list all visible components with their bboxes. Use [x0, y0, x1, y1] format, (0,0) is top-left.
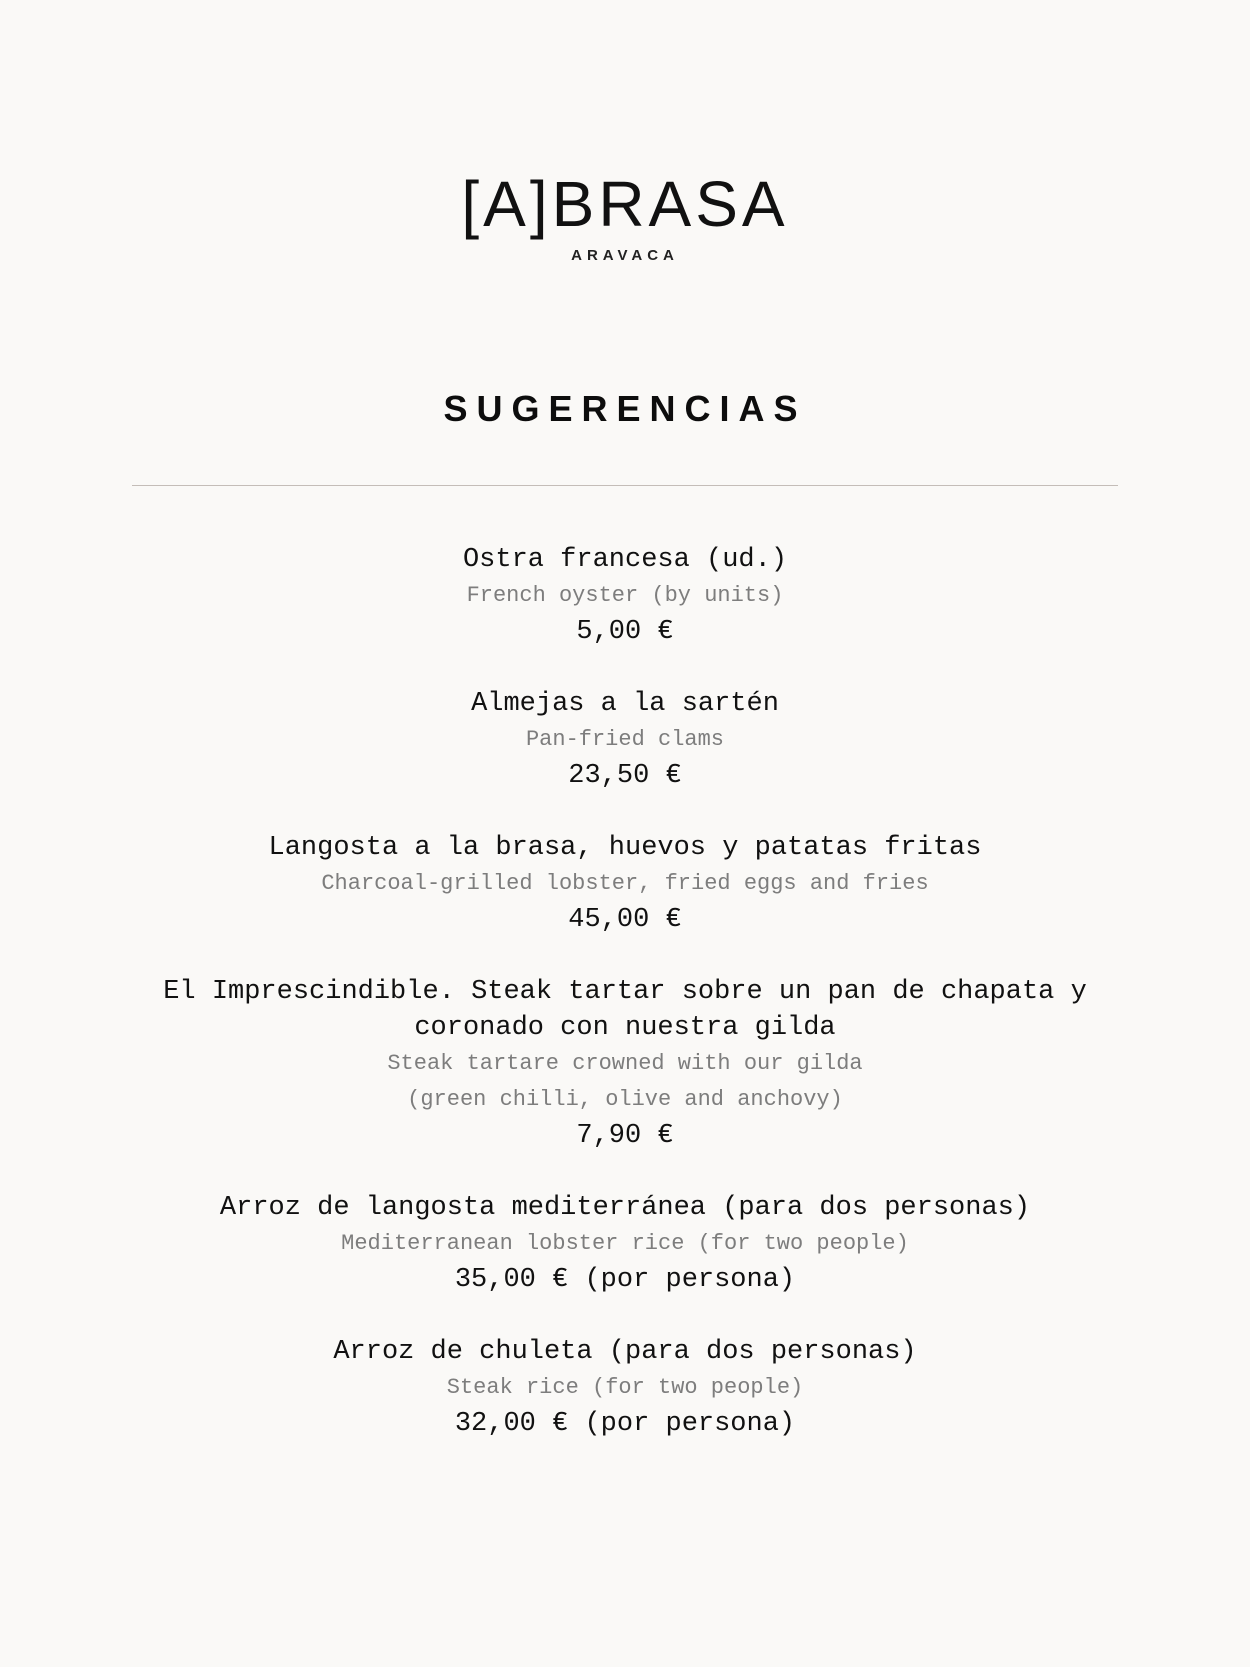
item-name: Arroz de chuleta (para dos personas)	[333, 1337, 917, 1367]
item-name: Arroz de langosta mediterránea (para dos personas)	[219, 1193, 1031, 1223]
item-description: Steak tartare crowned with our gilda (green chilli, olive and anchovy)	[387, 1051, 863, 1112]
item-description: Mediterranean lobster rice (for two people)	[341, 1231, 909, 1256]
item-name: Ostra francesa (ud.)	[462, 545, 788, 575]
item-description: Pan-fried clams	[525, 727, 725, 752]
item-description: Charcoal-grilled lobster, fried eggs and fries	[321, 871, 929, 896]
restaurant-logo: [A]BRASA	[461, 168, 789, 240]
item-price: 32,00 € (por persona)	[454, 1409, 796, 1439]
section-divider	[132, 485, 1118, 486]
item-name: Almejas a la sartén	[471, 689, 779, 719]
item-price: 23,50 €	[568, 761, 682, 791]
item-name: El Imprescindible. Steak tartar sobre un pan de chapata y coronado con nuestra gilda	[163, 977, 1087, 1043]
item-description: Steak rice (for two people)	[446, 1375, 804, 1400]
menu-item-ostra	[0, 542, 1250, 650]
menu-item-imprescindible	[0, 974, 1250, 1154]
menu-item-arroz-chuleta	[0, 1334, 1250, 1442]
item-price: 7,90 €	[576, 1121, 674, 1151]
item-description: French oyster (by units)	[466, 583, 784, 608]
restaurant-location: ARAVACA	[571, 247, 679, 264]
item-price: 5,00 €	[576, 617, 674, 647]
item-price: 35,00 € (por persona)	[454, 1265, 796, 1295]
menu-items-list	[0, 542, 1250, 1478]
menu-item-almejas	[0, 686, 1250, 794]
menu-item-arroz-langosta	[0, 1190, 1250, 1298]
section-title: SUGERENCIAS	[443, 388, 807, 429]
menu-item-langosta	[0, 830, 1250, 938]
item-name: Langosta a la brasa, huevos y patatas fritas	[268, 833, 982, 863]
item-price: 45,00 €	[568, 905, 682, 935]
